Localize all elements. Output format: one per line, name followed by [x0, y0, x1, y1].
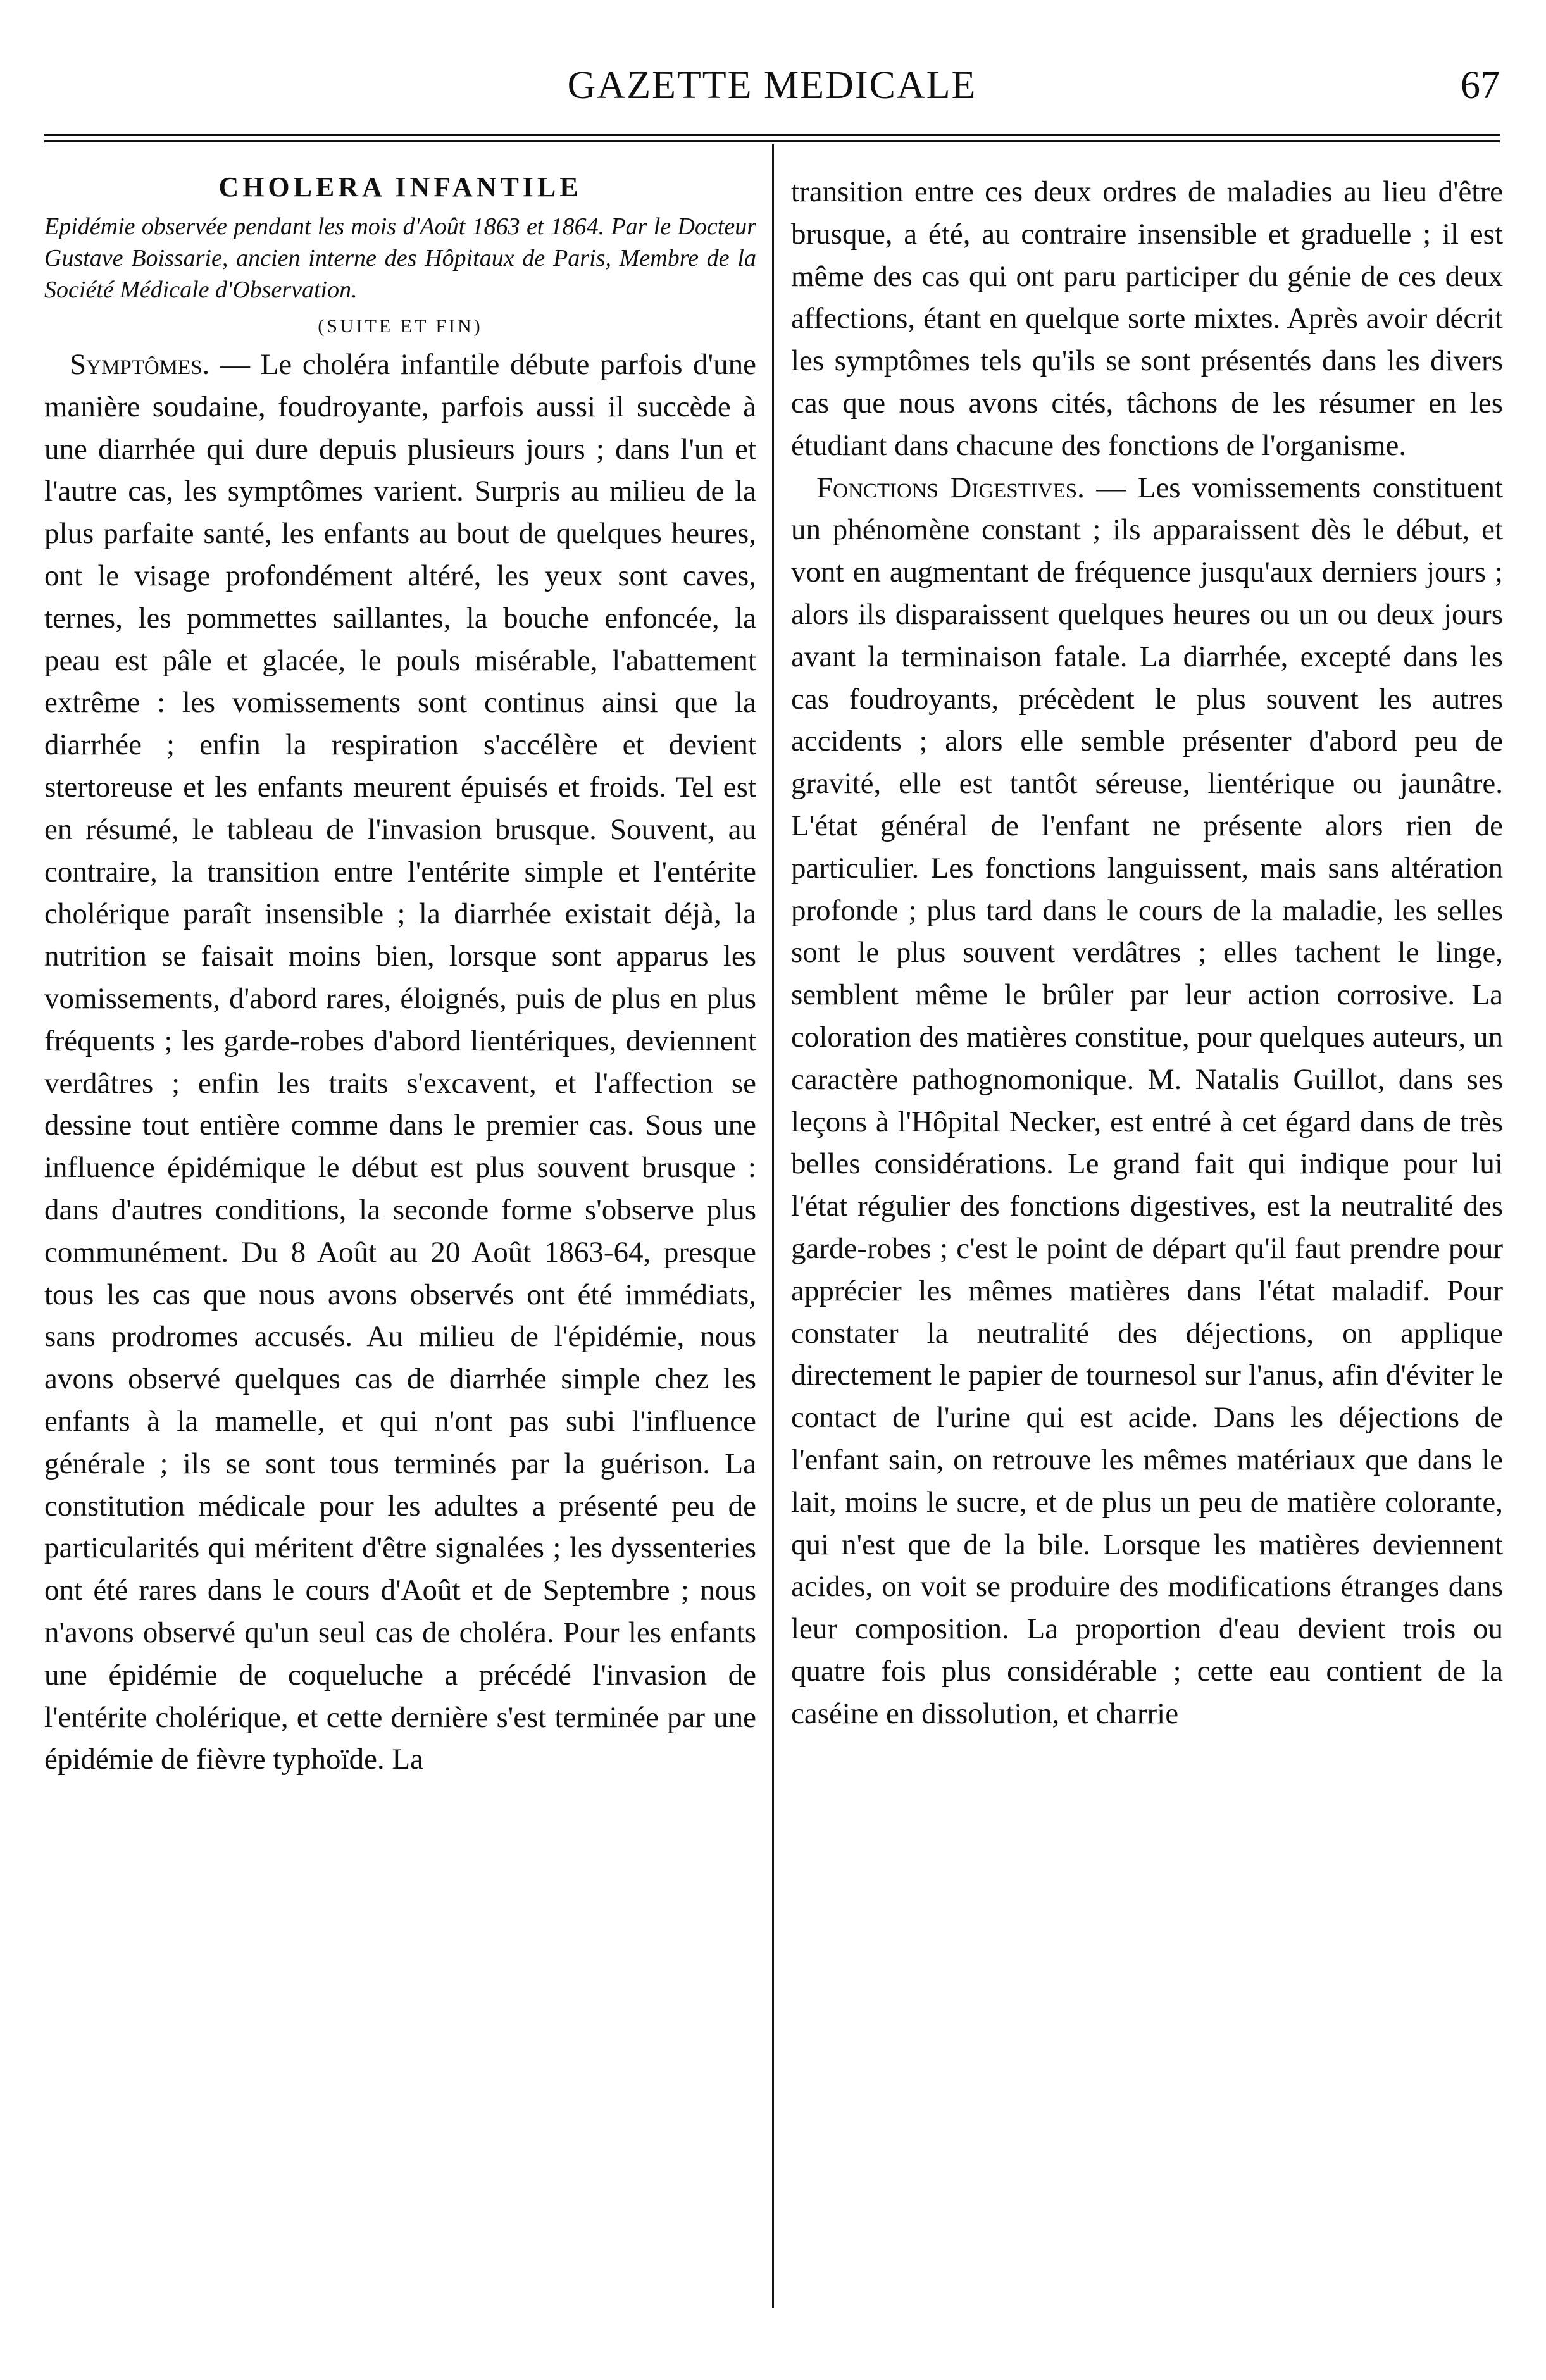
section-heading-symptomes: Symptômes.: [70, 348, 210, 381]
paragraph-symptomes-text: — Le choléra infantile débute parfois d'une manière soudaine, foudroyante, parfois aussi il succède à une diarrhée qui dure depuis plusieurs jours ; dans l'un et l'autre cas, les symptômes varient. Surpris au milieu de la plus parfaite santé, les enfants au bout de quelques heures, ont le visage profondément altéré, les yeux sont caves, ternes, les pommettes saillantes, la bouche enfoncée, la peau est pâle et glacée, le pouls misérable, l'abattement extrême : les vomissements sont continus ainsi que la diarrhée ; enfin la respiration s'accélère et devient stertoreuse et les enfants meurent épuisés et froids. Tel est en résumé, le tableau de l'invasion brusque. Souvent, au contraire, la transition entre l'entérite simple et l'entérite cholérique paraît insensible ; la diarrhée existait déjà, la nutrition se faisait moins bien, lorsque sont apparus les vomissements, d'abord rares, éloignés, puis de plus en plus fréquents ; les garde-robes d'abord lientériques, deviennent verdâtres ; enfin les traits s'excavent, et l'affection se dessine tout entière comme dans le premier cas. Sous une influence épidémique le début est plus souvent brusque : dans d'autres conditions, la seconde forme s'observe plus communément. Du 8 Août au 20 Août 1863-64, presque tous les cas que nous avons observés ont été immédiats, sans prodromes accusés. Au milieu de l'épidémie, nous avons observé quelques cas de diarrhée simple chez les enfants à la mamelle, et qui n'ont pas subi l'influence générale ; ils se sont tous terminés par la guérison. La constitution médicale pour les adultes a présenté peu de particularités qui méritent d'être signalées ; les dyssenteries ont été rares dans le cours d'Août et de Septembre ; nous n'avons observé qu'un seul cas de choléra. Pour les enfants une épidémie de coqueluche a précédé l'invasion de l'entérite cholérique, et cette dernière s'est terminée par une épidémie de fièvre typhoïde. La: [44, 348, 757, 1776]
right-column: [791, 171, 1503, 1735]
page-header: [44, 63, 1500, 114]
column-divider: [772, 144, 774, 2308]
paragraph-transition: transition entre ces deux ordres de maladies au lieu d'être brusque, a été, au contraire insensible et graduelle ; il est même des cas qui ont paru participer du génie de ces deux affections, étant en quelque sorte mixtes. Après avoir décrit les symptômes tels qu'ils se sont présentés dans les divers cas que nous avons cités, tâchons de les résumer en les étudiant dans chacune des fonctions de l'organisme.: [791, 175, 1503, 462]
section-heading-fonctions: Fonctions Digestives.: [816, 471, 1085, 504]
header-rule: [44, 134, 1500, 136]
paragraph-fonctions: [791, 467, 1503, 1735]
paragraph-symptomes: [44, 344, 756, 1781]
header-rule-double: [44, 140, 1500, 142]
page-number: 67: [1461, 64, 1500, 107]
journal-title: GAZETTE MEDICALE: [567, 64, 977, 107]
left-column: [44, 171, 756, 1781]
article-title: CHOLERA INFANTILE: [218, 171, 582, 202]
paragraph-fonctions-text: — Les vomissements constituent un phénomène constant ; ils apparaissent dès le début, et vont en augmentant de fréquence jusqu'aux derniers jours ; alors ils disparaissent quelques heures ou un ou deux jours avant la terminaison fatale. La diarrhée, excepté dans les cas foudroyants, précèdent le plus souvent les autres accidents ; alors elle semble présenter d'abord peu de gravité, elle est tantôt séreuse, lientérique ou jaunâtre. L'état général de l'enfant ne présente alors rien de particulier. Les fonctions languissent, mais sans altération profonde ; plus tard dans le cours de la maladie, les selles sont le plus souvent verdâtres ; elles tachent le linge, semblent même le brûler par leur action corrosive. La coloration des matières constitue, pour quelques auteurs, un caractère pathognomonique. M. Natalis Guillot, dans ses leçons à l'Hôpital Necker, est entré à cet égard dans de très belles considérations. Le grand fait qui indique pour lui l'état régulier des fonctions digestives, est la neutralité des garde-robes ; c'est le point de départ qu'il faut prendre pour apprécier les mêmes matières dans l'état maladif. Pour constater la neutralité des déjections, on applique directement le papier de tournesol sur l'anus, afin d'éviter le contact de l'urine qui est acide. Dans les déjections de l'enfant sain, on retrouve les mêmes matériaux que dans le lait, moins le sucre, et de plus un peu de matière colorante, qui n'est que de la bile. Lorsque les matières deviennent acides, on voit se produire des modifications étranges dans leur composition. La proportion d'eau devient trois ou quatre fois plus considérable ; cette eau contient de la caséine en dissolution, et charrie: [791, 471, 1503, 1730]
article-subtitle: Epidémie observée pendant les mois d'Août 1863 et 1864. Par le Docteur Gustave Boissarie, ancien interne des Hôpitaux de Paris, Membre de la Société Médicale d'Observation.: [44, 213, 756, 303]
continuation-note: (SUITE ET FIN): [318, 316, 483, 337]
